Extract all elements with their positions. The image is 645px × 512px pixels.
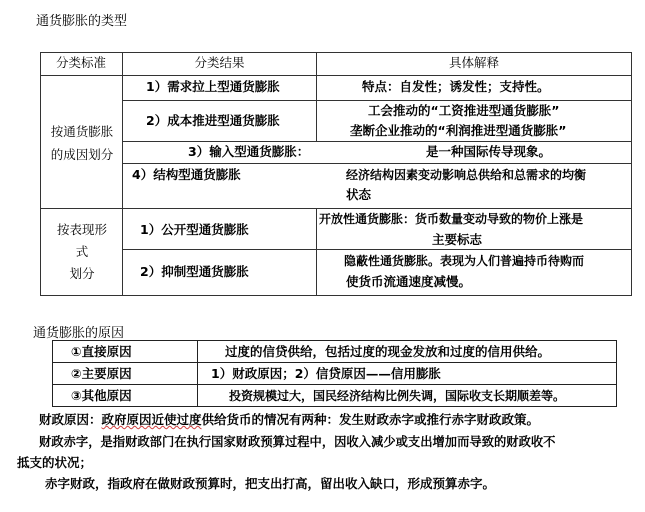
section-title-causes: 通货膨胀的原因 — [33, 326, 125, 341]
group-label: 按表现形 — [56, 222, 107, 237]
table-divider — [316, 208, 317, 296]
group-label: 式 — [75, 244, 89, 259]
fiscal-deficit-note-line2: 抵支的状况； — [17, 455, 93, 470]
fiscal-reason-note — [39, 410, 539, 430]
type-explanation: 是一种国际传导现象。 — [426, 144, 552, 159]
cause-name: ③其他原因 — [71, 388, 132, 403]
type-explanation: 垄断企业推动的“利润推进型通货膨胀” — [350, 123, 567, 138]
cause-name: ②主要原因 — [71, 366, 132, 381]
cause-description: 过度的信贷供给，包括过度的现金发放和过度的信用供给。 — [225, 344, 551, 359]
table-divider — [53, 362, 616, 363]
type-name: 3）输入型通货膨胀： — [188, 144, 310, 159]
type-name: 4）结构型通货膨胀 — [132, 167, 241, 182]
note-text: 供给货币的情况有两种：发生财政赤字或推行赤字财政政策。 — [201, 412, 540, 427]
table-divider — [197, 341, 198, 406]
type-name: 1）需求拉上型通货膨胀 — [146, 79, 280, 94]
inflation-causes-table — [52, 340, 617, 407]
table-divider — [53, 384, 616, 385]
table-divider — [40, 75, 632, 76]
type-explanation: 使货币流通速度减慢。 — [346, 274, 472, 289]
column-header: 分类结果 — [194, 55, 245, 70]
deficit-finance-note: 赤字财政，指政府在做财政预算时，把支出打高，留出收入缺口，形成预算赤字。 — [45, 476, 496, 491]
section-title-types: 通货膨胀的类型 — [36, 14, 128, 29]
type-name: 2）抑制型通货膨胀 — [140, 264, 249, 279]
cause-description: 1）财政原因；2）信贷原因——信用膨胀 — [211, 366, 441, 381]
cause-name: ①直接原因 — [71, 344, 132, 359]
table-border — [40, 295, 632, 296]
note-label: 财政原因： — [39, 412, 102, 427]
table-divider — [122, 52, 123, 296]
cause-description: 投资规模过大，国民经济结构比例失调，国际收支长期顺差等。 — [229, 389, 566, 403]
type-explanation: 开放性通货膨胀：货币数量变动导致的物价上涨是 — [319, 212, 584, 226]
table-divider — [122, 249, 632, 250]
note-highlight: 政府原因近使过度 — [101, 412, 202, 427]
type-name: 1）公开型通货膨胀 — [140, 222, 249, 237]
type-name: 2）成本推进型通货膨胀 — [146, 113, 280, 128]
fiscal-deficit-note-line1: 财政赤字，是指财政部门在执行国家财政预算过程中，因收入减少或支出增加而导致的财政收不 — [39, 435, 556, 449]
table-border — [631, 52, 632, 296]
inflation-types-table — [40, 52, 632, 296]
group-label: 按通货膨胀 — [50, 124, 114, 139]
group-label: 划分 — [69, 266, 95, 281]
type-explanation: 状态 — [346, 187, 372, 202]
type-explanation: 特点：自发性；诱发性；支持性。 — [362, 79, 550, 94]
type-explanation: 隐蔽性通货膨胀。表现为人们普遍持币待购而 — [344, 254, 585, 268]
column-header: 具体解释 — [448, 55, 499, 70]
type-explanation: 主要标志 — [432, 232, 483, 247]
table-divider — [122, 163, 632, 164]
type-explanation: 经济结构因素变动影响总供给和总需求的均衡 — [346, 168, 587, 182]
type-explanation: 工会推动的“工资推进型通货膨胀” — [368, 103, 560, 118]
column-header: 分类标准 — [55, 55, 106, 70]
group-label: 的成因划分 — [50, 147, 114, 162]
table-border — [40, 52, 41, 296]
